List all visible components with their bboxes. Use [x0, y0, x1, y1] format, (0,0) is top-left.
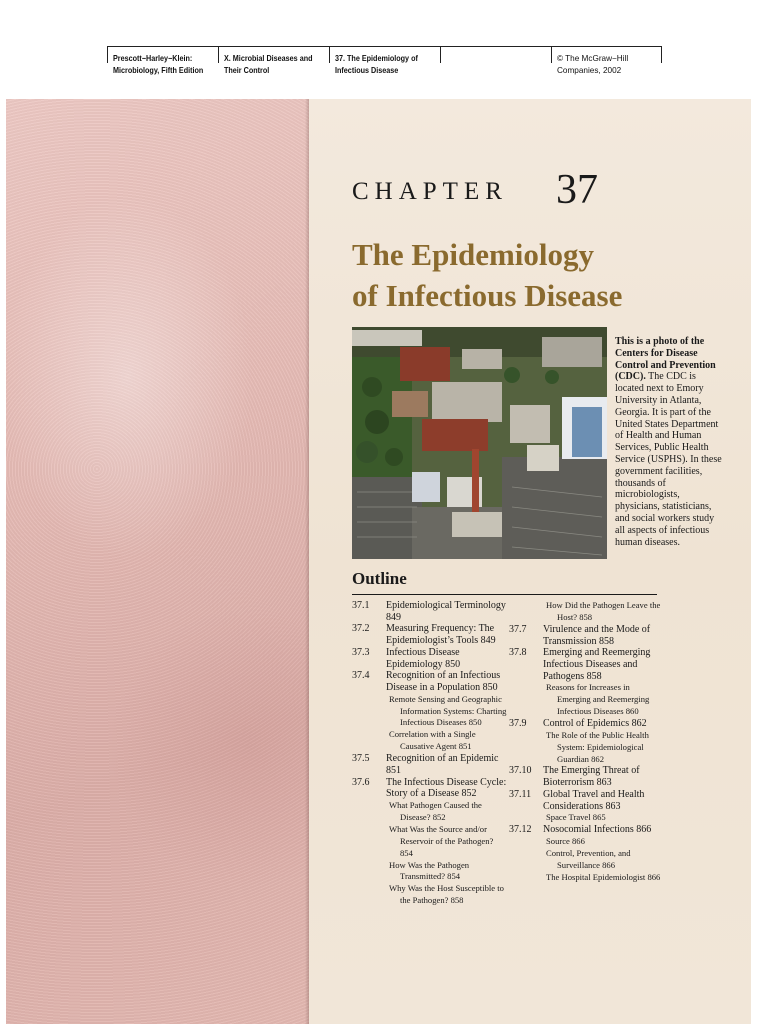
outline-subsection: [509, 812, 664, 824]
subsection-title: Source 866: [546, 835, 585, 846]
section-number: 37.5: [352, 753, 370, 765]
subsection-title: Why Was the Host Susceptible to the Pathogen? 858: [389, 883, 504, 906]
section-title: Emerging and Reemerging Infectious Diseases and Pathogens 858: [543, 647, 651, 682]
outline-subsection: [509, 600, 664, 624]
outline-subsection: [352, 694, 507, 730]
header-part-line2: Their Control: [224, 66, 270, 75]
outline-section: [352, 600, 507, 623]
chapter-title-line2: of Infectious Disease: [352, 278, 623, 313]
outline-subsection: [352, 729, 507, 753]
cdc-aerial-photo: [352, 327, 607, 559]
section-number: 37.7: [509, 623, 527, 635]
section-title: Virulence and the Mode of Transmission 858: [543, 623, 651, 647]
subsection-title: Reasons for Increases in Emerging and Reemerging Infectious Diseases 860: [546, 682, 650, 717]
section-number: 37.3: [352, 646, 370, 658]
subsection-title: How Did the Pathogen Leave the Host? 858: [546, 600, 661, 622]
outline-section: [352, 623, 507, 646]
outline-section: [509, 789, 664, 812]
header-chapter-line1: 37. The Epidemiology of: [335, 54, 418, 63]
header-part: [218, 47, 329, 81]
header-book-line1: Prescott−Harley−Klein:: [113, 54, 193, 63]
header-chapter: [329, 47, 440, 81]
outline-subsection: [509, 848, 664, 872]
header-copyright-line2: Companies, 2002: [557, 66, 622, 75]
caption-bold: This is a photo of the Centers for Disease Control and Prevention (CDC).: [615, 336, 716, 383]
section-title: Infectious Disease Epidemiology 850: [386, 646, 461, 670]
subsection-title: Space Travel 865: [546, 812, 606, 823]
section-number: 37.4: [352, 670, 370, 682]
section-title: Measuring Frequency: The Epidemiologist’s Tools 849: [386, 623, 496, 647]
chapter-title: [352, 234, 732, 316]
outline-section: [509, 624, 664, 647]
header-divider: [661, 47, 662, 63]
outline-subsection: [509, 872, 664, 884]
subsection-title: What Pathogen Caused the Disease? 852: [389, 799, 482, 822]
outline-section: [509, 765, 664, 788]
section-number: 37.10: [509, 765, 532, 777]
section-number: 37.12: [509, 824, 532, 836]
decorative-side-panel: [6, 99, 309, 1024]
outline-subsection: [352, 860, 507, 884]
outline-section: [509, 718, 664, 730]
outline-section: [352, 670, 507, 693]
section-number: 37.8: [509, 647, 527, 659]
outline-section: [509, 647, 664, 682]
section-title: Control of Epidemics 862: [543, 718, 647, 730]
outline-column-left: [352, 600, 507, 907]
subsection-title: The Hospital Epidemiologist 866: [546, 871, 661, 882]
chapter-number: 37: [556, 167, 598, 213]
header-copyright-line1: © The McGraw−Hill: [557, 54, 629, 63]
photo-caption: [615, 336, 725, 548]
header-empty: [440, 47, 551, 81]
section-title: Nosocomial Infections 866: [543, 824, 652, 836]
subsection-title: Correlation with a Single Causative Agent 851: [389, 729, 476, 752]
subsection-title: Remote Sensing and Geographic Information Systems: Charting Infectious Diseases 850: [389, 693, 507, 728]
outline-divider: [352, 594, 657, 595]
outline-column-right: [509, 600, 664, 884]
header-book: [107, 47, 218, 81]
subsection-title: How Was the Pathogen Transmitted? 854: [389, 859, 470, 882]
outline-subsection: [352, 800, 507, 824]
outline-subsection: [509, 836, 664, 848]
header-part-line1: X. Microbial Diseases and: [224, 54, 313, 63]
outline-section: [352, 753, 507, 776]
subsection-title: The Role of the Public Health System: Epidemiological Guardian 862: [546, 729, 649, 764]
outline-subsection: [352, 824, 507, 860]
outline-subsection: [509, 682, 664, 718]
outline-section: [509, 824, 664, 836]
subsection-title: Control, Prevention, and Surveillance 866: [546, 847, 631, 870]
running-header: [107, 46, 662, 81]
caption-text: The CDC is located next to Emory University in Atlanta, Georgia. It is part of the United States Department of Health and Human Services, Public Health Service (USPHS). In these government facilities, thousands of microbiologists, physicians, statisticians, and social workers study all aspects of infectious human diseases.: [615, 371, 722, 548]
section-title: The Infectious Disease Cycle: Story of a Disease 852: [386, 776, 507, 800]
section-title: The Emerging Threat of Bioterrorism 863: [543, 765, 640, 789]
subsection-title: What Was the Source and/or Reservoir of the Pathogen? 854: [389, 823, 494, 858]
section-number: 37.9: [509, 718, 527, 730]
outline-heading: Outline: [352, 569, 407, 588]
section-number: 37.1: [352, 600, 370, 611]
section-title: Epidemiological Terminology 849: [386, 600, 506, 623]
outline-subsection: [352, 883, 507, 907]
section-title: Recognition of an Epidemic 851: [386, 753, 499, 776]
section-number: 37.6: [352, 776, 370, 788]
outline-section: [352, 777, 507, 800]
section-title: Recognition of an Infectious Disease in a Population 850: [386, 670, 501, 693]
header-chapter-line2: Infectious Disease: [335, 66, 399, 75]
outline-section: [352, 647, 507, 670]
chapter-label: CHAPTER: [352, 178, 508, 205]
section-number: 37.11: [509, 788, 532, 800]
outline-subsection: [509, 730, 664, 766]
header-book-line2: Microbiology, Fifth Edition: [113, 66, 204, 75]
chapter-title-line1: The Epidemiology: [352, 237, 595, 272]
section-title: Global Travel and Health Considerations 863: [543, 788, 645, 812]
header-copyright: [551, 47, 662, 81]
section-number: 37.2: [352, 623, 370, 635]
